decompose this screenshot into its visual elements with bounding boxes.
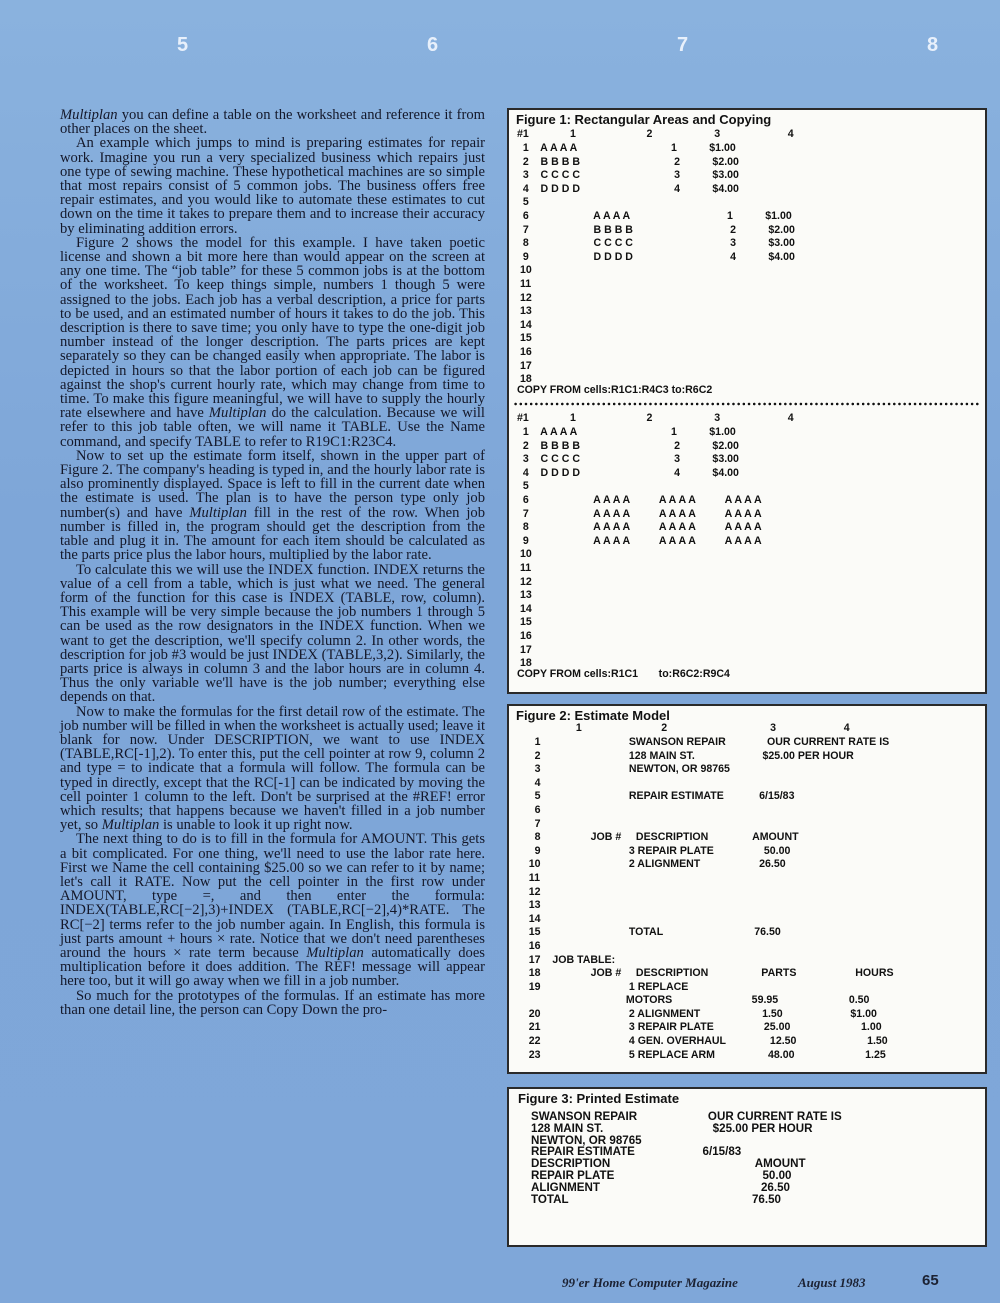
worksheet-row: 2 B B B B 2 $2.00 xyxy=(517,155,739,168)
worksheet-row: 8 C C C C 3 $3.00 xyxy=(517,237,795,250)
worksheet-row: 13 xyxy=(517,589,532,602)
estimate-line: SWANSON REPAIR OUR CURRENT RATE IS xyxy=(531,1110,842,1123)
article-paragraph: An example which jumps to mind is preparing estimates for repair work. Imagine you run a very specialized business which repairs just one type of sewing machine. These hypothetical machines are so simple that most repairs consist of 5 common jobs. The business offers free repair estimates, and you would like to automate these estimates to cut down on the time it takes to prepare them and to increase their accuracy by eliminating addition errors. xyxy=(60,135,485,237)
worksheet-row: 11 xyxy=(517,561,532,574)
worksheet-row: 9 3 REPAIR PLATE 50.00 xyxy=(517,844,791,857)
worksheet-row: 15 TOTAL 76.50 xyxy=(517,926,781,939)
worksheet-row: 7 xyxy=(517,817,541,830)
worksheet-row: 17 JOB TABLE: xyxy=(517,953,616,966)
worksheet-row: 6 A A A A 1 $1.00 xyxy=(517,209,792,222)
worksheet-row: 1 A A A A 1 $1.00 xyxy=(517,426,736,438)
article-body xyxy=(60,108,485,1017)
figure-3-printout xyxy=(531,1111,842,1205)
article-paragraph: Multiplan you can define a table on the worksheet and reference it from other places on the sheet. xyxy=(60,107,485,138)
worksheet-row: 4 D D D D 4 $4.00 xyxy=(517,466,739,479)
worksheet-row: 3 NEWTON, OR 98765 xyxy=(517,763,730,776)
worksheet-row: 15 xyxy=(517,332,532,345)
worksheet-row: 5 REPAIR ESTIMATE 6/15/83 xyxy=(517,790,795,803)
footer-issue-date: August 1983 xyxy=(798,1275,866,1290)
figure-1-bottom-grid xyxy=(517,426,762,671)
estimate-line: ALIGNMENT 26.50 xyxy=(531,1180,790,1194)
worksheet-row: 16 xyxy=(517,345,532,358)
figure-1-top-copy-command: COPY FROM cells:R1C1:R4C3 to:R6C2 xyxy=(517,384,713,396)
worksheet-row: 17 xyxy=(517,359,532,372)
worksheet-row: 11 xyxy=(517,871,540,884)
worksheet-row: 18 JOB # DESCRIPTION PARTS HOURS xyxy=(517,967,894,980)
figure-2-title: Figure 2: Estimate Model xyxy=(516,708,670,723)
worksheet-row: 16 xyxy=(517,629,532,642)
article-paragraph: Figure 2 shows the model for this example. I have taken poetic license and shown a bit more here than would appear on the screen at any one time. The “job table” for these 5 common jobs is at the bottom of the worksheet. To keep things simple, numbers 1 though 5 were assigned to the jobs. Each job has a verbal description, a price for parts to be used, and an estimated number of hours it takes to do the job. This description is there to save time; you only have to type the one-digit job number instead of the longer description. The parts prices are kept separately so they can be changed easily when appropriate. The labor is depicted in hours so that the labor portion of each job can be figured against the shop's current hourly rate, which may change from time to time. To make this figure meaningful, we will have to supply the hourly rate elsewhere and have Multiplan do the calculation. Because we will refer to this job table often, we will name it TABLE. Use the Name command, and specify TABLE to refer to R19C1:R23C4. xyxy=(60,234,485,450)
worksheet-row: 10 2 ALIGNMENT 26.50 xyxy=(517,858,786,871)
worksheet-row: 6 A A A A A A A A A A A A xyxy=(517,493,762,506)
header-column-8: 8 xyxy=(927,34,939,56)
worksheet-row: 21 3 REPAIR PLATE 25.00 1.00 xyxy=(517,1021,882,1034)
worksheet-row: 22 4 GEN. OVERHAUL 12.50 1.50 xyxy=(517,1035,888,1048)
article-paragraph: Now to make the formulas for the first detail row of the estimate. The job number will be filled in when the worksheet is actually used; leave it blank for now. Under DESCRIPTION, we want to use INDEX (TABLE,RC[-1],2). To enter this, put the cell pointer at row 9, column 2 and type = to indicate that a formula will follow. The formula can be typed in directly, except that the RC[-1] can be indicated by moving the cell pointer 1 column to the left. Don't be surprised at the #REF! error which results; that happens because we haven't filled in a job number yet, so Multiplan is unable to look it up right now. xyxy=(60,703,485,834)
worksheet-row: 4 xyxy=(517,776,541,789)
figure-1-title: Figure 1: Rectangular Areas and Copying xyxy=(516,112,772,127)
header-column-7: 7 xyxy=(677,34,689,56)
figure-1-bottom-copy-command: COPY FROM cells:R1C1 to:R6C2:R9C4 xyxy=(517,668,730,680)
worksheet-row: 13 xyxy=(517,305,532,318)
worksheet-row: 6 xyxy=(517,803,541,816)
worksheet-row: 5 xyxy=(517,480,529,493)
worksheet-row: 12 xyxy=(517,885,541,898)
figure-3 xyxy=(507,1087,987,1247)
figure-1-bottom-header: #1 1 2 3 4 xyxy=(517,412,794,424)
worksheet-row: 14 xyxy=(517,602,532,615)
figure-1-top-grid xyxy=(517,142,795,387)
worksheet-row: 18 xyxy=(517,373,532,386)
figure-1-top-header: #1 1 2 3 4 xyxy=(517,128,794,140)
worksheet-row: 10 xyxy=(517,264,532,277)
footer-magazine-name: 99'er Home Computer Magazine xyxy=(562,1275,738,1290)
worksheet-row: 1 A A A A 1 $1.00 xyxy=(517,142,736,154)
worksheet-row: 2 B B B B 2 $2.00 xyxy=(517,439,739,452)
worksheet-row: 9 D D D D 4 $4.00 xyxy=(517,250,795,263)
worksheet-row: 2 128 MAIN ST. $25.00 PER HOUR xyxy=(517,749,854,762)
worksheet-row: 13 xyxy=(517,899,541,912)
worksheet-row: 5 xyxy=(517,196,529,209)
figure-2-grid xyxy=(517,736,894,1062)
worksheet-row: 1 SWANSON REPAIR OUR CURRENT RATE IS xyxy=(517,736,890,748)
worksheet-row: 4 D D D D 4 $4.00 xyxy=(517,182,739,195)
worksheet-row: 11 xyxy=(517,277,532,290)
figure-2 xyxy=(507,704,987,1074)
worksheet-row: 9 A A A A A A A A A A A A xyxy=(517,534,762,547)
worksheet-row: 19 1 REPLACE xyxy=(517,980,689,993)
worksheet-row: 14 xyxy=(517,912,541,925)
worksheet-row: 12 xyxy=(517,575,532,588)
estimate-line: DESCRIPTION AMOUNT xyxy=(531,1157,806,1171)
worksheet-row: 8 JOB # DESCRIPTION AMOUNT xyxy=(517,831,799,844)
figure-3-title: Figure 3: Printed Estimate xyxy=(518,1091,680,1106)
header-column-6: 6 xyxy=(427,34,439,56)
article-paragraph: Now to set up the estimate form itself, shown in the upper part of Figure 2. The company's heading is typed in, and the hourly labor rate is also prominently displayed. Space is left to fill in the current date when the estimate is used. The plan is to have the person type only job number(s) and have Multiplan fill in the rest of the row. When job number is filled in, the program should get the description from the table and plug it in. The amount for each item should be calculated as the parts price plus the labor hours, multiplied by the labor rate. xyxy=(60,447,486,564)
worksheet-row: 7 B B B B 2 $2.00 xyxy=(517,223,795,236)
worksheet-row: 7 A A A A A A A A A A A A xyxy=(517,507,762,520)
figure-1-separator xyxy=(513,402,981,406)
worksheet-row: 12 xyxy=(517,291,532,304)
worksheet-row: 8 A A A A A A A A A A A A xyxy=(517,521,762,534)
worksheet-row: 10 xyxy=(517,548,532,561)
estimate-line: NEWTON, OR 98765 xyxy=(531,1133,642,1147)
worksheet-row: 16 xyxy=(517,939,541,952)
article-paragraph: So much for the prototypes of the formulas. If an estimate has more than one detail line, the person can Copy Down the pro- xyxy=(60,987,485,1018)
figure-1 xyxy=(507,108,987,694)
estimate-line: 128 MAIN ST. $25.00 PER HOUR xyxy=(531,1121,813,1135)
header-column-5: 5 xyxy=(177,34,189,56)
worksheet-row: MOTORS 59.95 0.50 xyxy=(517,994,870,1007)
estimate-line: REPAIR PLATE 50.00 xyxy=(531,1168,792,1182)
estimate-line: REPAIR ESTIMATE 6/15/83 xyxy=(531,1145,742,1159)
article-paragraph: The next thing to do is to fill in the formula for AMOUNT. This gets a bit complicated. For one thing, we'll need to use the labor rate here. First we Name the cell containing $25.00 so we can refer to it by name; let's call it RATE. Now put the cell pointer in the first row under AMOUNT, type =, and then enter the formula: INDEX(TABLE,RC[−2],3)+INDEX (TABLE,RC[−2],4)*RATE. The RC[−2] terms refer to the job number again. In English, this formula is just parts amount + hours × rate. Notice that we don't need parentheses around the hours × rate term because Multiplan automatically does multiplication before it does addition. The REF! message will appear here too, but it will go away when we fill in a job number. xyxy=(60,831,485,990)
worksheet-row: 3 C C C C 3 $3.00 xyxy=(517,453,739,466)
worksheet-row: 18 xyxy=(517,657,532,670)
worksheet-row: 14 xyxy=(517,318,532,331)
page-number: 65 xyxy=(922,1272,939,1289)
article-paragraph: To calculate this we will use the INDEX function. INDEX returns the value of a cell from a table, which is just what we need. The general form of the function for this case is INDEX (TABLE, row, column). This example will be very simple because the job numbers 1 through 5 can be used as the row designators in the INDEX function. When we want to get the description, we'll specify column 2. In other words, the description for job #3 would be just INDEX (TABLE,3,2). Similarly, the parts price is always in column 3 and the labor hours are in column 4. Thus the only variable we'll have is the job number; everything else depends on that. xyxy=(60,561,485,706)
worksheet-row: 15 xyxy=(517,616,532,629)
worksheet-row: 3 C C C C 3 $3.00 xyxy=(517,169,739,182)
figure-2-header: 1 2 3 4 xyxy=(517,722,850,734)
estimate-line: TOTAL 76.50 xyxy=(531,1192,781,1206)
worksheet-row: 17 xyxy=(517,643,532,656)
worksheet-row: 20 2 ALIGNMENT 1.50 $1.00 xyxy=(517,1007,877,1020)
worksheet-row: 23 5 REPLACE ARM 48.00 1.25 xyxy=(517,1048,886,1061)
